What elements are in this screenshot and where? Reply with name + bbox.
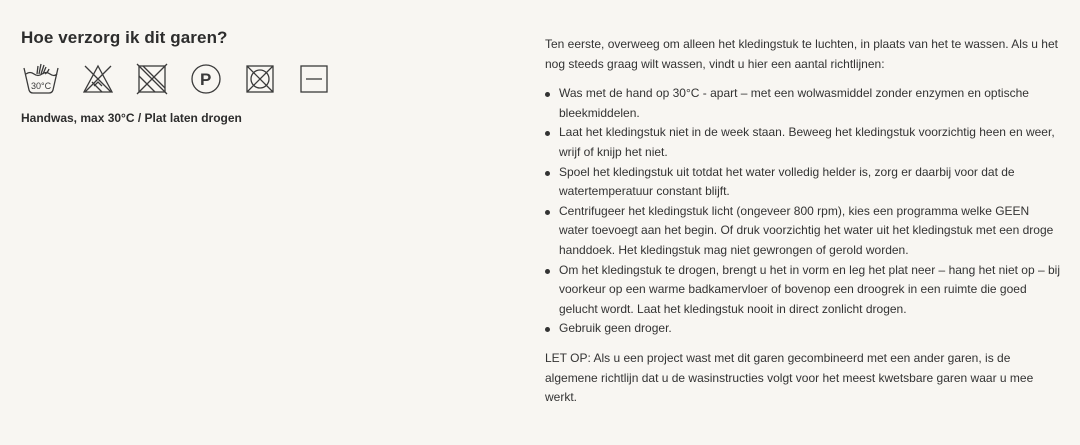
list-item: Spoel het kledingstuk uit totdat het water volledig helder is, zorg er daarbij voor dat de watertemperatuur constant blijft. <box>545 163 1060 202</box>
handwash-30-icon <box>21 62 61 96</box>
dry-flat-icon <box>297 62 331 96</box>
care-section <box>21 28 441 125</box>
care-summary: Handwas, max 30°C / Plat laten drogen <box>21 111 242 125</box>
do-not-dry-icon <box>243 62 277 96</box>
handwash-temp: 30°C <box>31 81 52 91</box>
care-icons <box>21 61 441 97</box>
list-item: Centrifugeer het kledingstuk licht (ongeveer 800 rpm), kies een programma welke GEEN water toevoegt aan het begin. Of druk voorzichtig het water uit het kledingstuk met een droge handdoek. Het kledingstuk mag niet gewrongen of gerold worden. <box>545 202 1060 261</box>
instructions-list <box>545 84 1060 339</box>
instructions-note: LET OP: Als u een project wast met dit garen gecombineerd met een ander garen, is de algemene richtlijn dat u de wasinstructies volgt voor het meest kwetsbare garen waar u mee werkt. <box>545 350 1034 405</box>
wash-instructions <box>545 35 1060 408</box>
care-title: Hoe verzorg ik dit garen? <box>21 28 228 47</box>
list-item: Gebruik geen droger. <box>545 319 1060 339</box>
no-tumble-dry-icon <box>135 62 169 96</box>
list-item: Om het kledingstuk te drogen, brengt u het in vorm en leg het plat neer – hang het niet op – bij voorkeur op een warme badkamervloer of bovenop een droogrek in een ruimte die goed gelucht wordt. Laat het kledingstuk nooit in direct zonlicht drogen. <box>545 261 1060 320</box>
list-item: Was met de hand op 30°C - apart – met een wolwasmiddel zonder enzymen en optische bleekmiddelen. <box>545 84 1060 123</box>
list-item: Laat het kledingstuk niet in de week staan. Beweeg het kledingstuk voorzichtig heen en weer, wrijf of knijp het niet. <box>545 123 1060 162</box>
no-bleach-icon <box>81 62 115 96</box>
instructions-intro: Ten eerste, overweeg om alleen het kledingstuk te luchten, in plaats van het te wassen. Als u het nog steeds graag wilt wassen, vindt u hier een aantal richtlijnen: <box>545 37 1058 71</box>
dry-clean-p-icon <box>189 62 223 96</box>
svg-text:P: P <box>200 70 212 89</box>
